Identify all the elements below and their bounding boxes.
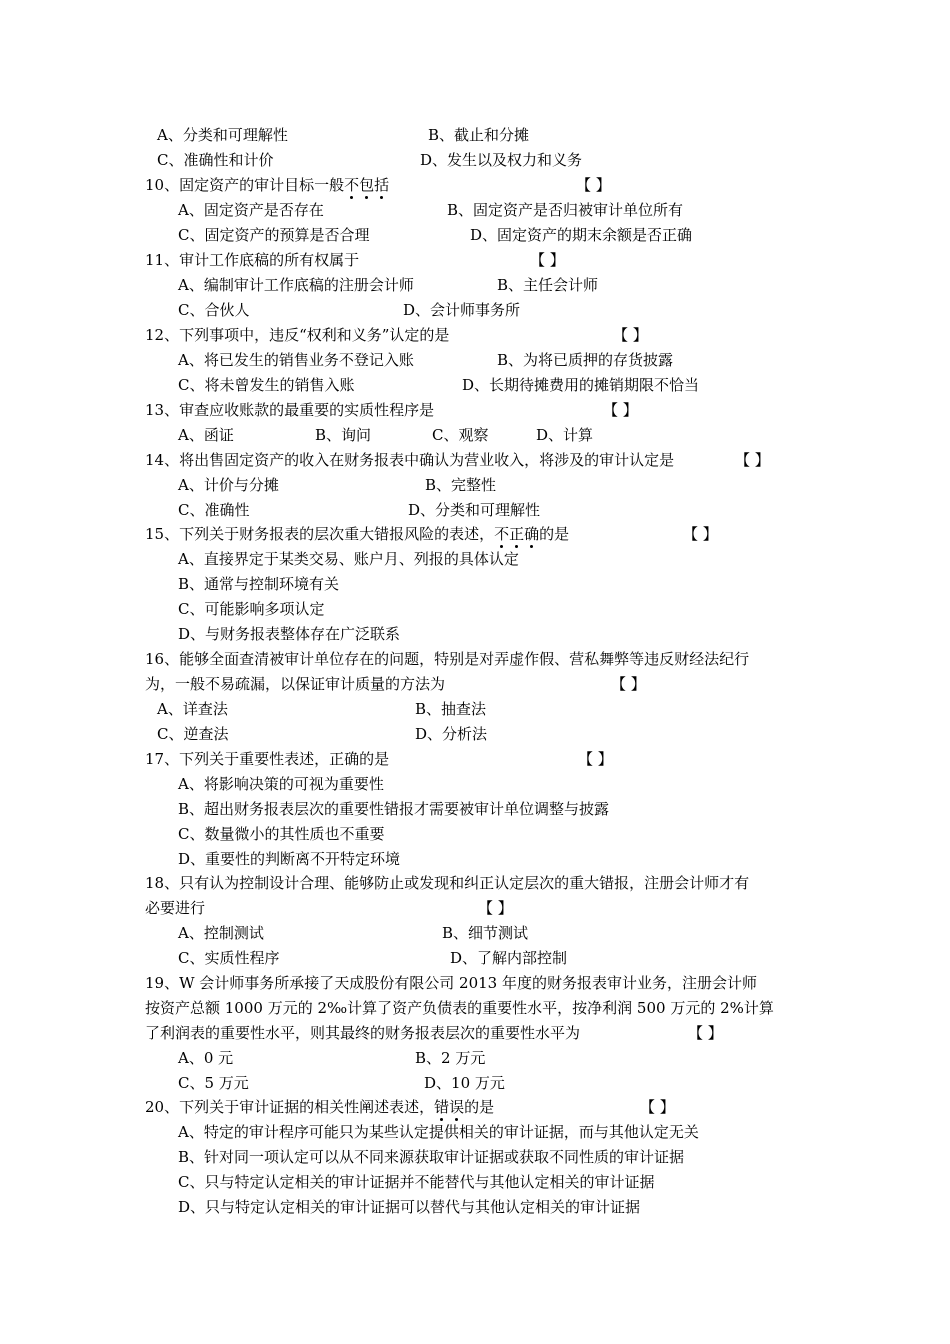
option: A、0 元 [178, 1049, 234, 1067]
emphasis-char: 括 [374, 176, 390, 194]
option: D、会计师事务所 [403, 301, 521, 319]
option: D、发生以及权力和义务 [420, 151, 583, 169]
option: B、通常与控制环境有关 [178, 575, 340, 593]
question-text: W 会计师事务所承接了天成股份有限公司 2013 年度的财务报表审计业务，注册会计师 [179, 974, 757, 992]
question-text: 了利润表的重要性水平，则其最终的财务报表层次的重要性水平为 [145, 1024, 581, 1042]
option-row [157, 125, 288, 145]
option: A、固定资产是否存在 [178, 201, 324, 219]
answer-bracket: 【 】 [603, 401, 638, 419]
option: C、实质性程序 [178, 949, 280, 967]
option: A、将影响决策的可视为重要性 [178, 775, 384, 793]
question-number: 11、 [145, 251, 180, 269]
question-12 [145, 325, 449, 345]
emphasis-char: 包 [359, 176, 375, 194]
option: B、细节测试 [442, 924, 529, 942]
option: A、详查法 [157, 700, 228, 718]
question-text: 下列事项中，违反“权利和义务”认定的是 [179, 326, 450, 344]
answer-bracket: 【 】 [611, 675, 646, 693]
option: A、直接界定于某类交易、账户月、列报的具体认定 [178, 550, 519, 568]
answer-bracket: 【 】 [530, 251, 565, 269]
option: D、与财务报表整体存在广泛联系 [178, 625, 401, 643]
option: C、准确性和计价 [157, 151, 274, 169]
option: D、只与特定认定相关的审计证据可以替代与其他认定相关的审计证据 [178, 1198, 641, 1216]
answer-bracket: 【 】 [688, 1024, 723, 1042]
option: B、主任会计师 [497, 276, 599, 294]
question-text: 将出售固定资产的收入在财务报表中确认为营业收入，将涉及的审计认定是 [179, 451, 675, 469]
option: A、计价与分摊 [178, 476, 279, 494]
question-text: 的是 [539, 525, 570, 543]
question-10 [145, 175, 389, 195]
option: B、2 万元 [415, 1049, 486, 1067]
question-text: 按资产总额 1000 万元的 2‰计算了资产负债表的重要性水平，按净利润 500 万元的 2%计算 [145, 999, 774, 1017]
option: B、针对同一项认定可以从不同来源获取审计证据或获取不同性质的审计证据 [178, 1148, 685, 1166]
question-15 [145, 524, 569, 544]
question-text: 的是 [464, 1098, 495, 1116]
option: A、分类和可理解性 [157, 126, 288, 144]
option: D、计算 [536, 426, 594, 444]
option: C、准确性 [178, 501, 250, 519]
emphasis-char: 正 [509, 525, 525, 543]
question-text: 审计工作底稿的所有权属于 [179, 251, 360, 269]
option: A、将已发生的销售业务不登记入账 [178, 351, 414, 369]
emphasis-char: 不 [344, 176, 360, 194]
answer-bracket: 【 】 [735, 451, 770, 469]
option: B、抽查法 [415, 700, 487, 718]
question-16 [145, 649, 749, 669]
option: C、固定资产的预算是否合理 [178, 226, 370, 244]
option: D、10 万元 [424, 1074, 505, 1092]
question-number: 20、 [145, 1098, 180, 1116]
option: A、编制审计工作底稿的注册会计师 [178, 276, 414, 294]
answer-bracket: 【 】 [576, 176, 611, 194]
option: B、超出财务报表层次的重要性错报才需要被审计单位调整与披露 [178, 800, 610, 818]
answer-bracket: 【 】 [578, 750, 613, 768]
option: B、完整性 [425, 476, 497, 494]
emphasis-char: 不 [494, 525, 510, 543]
question-number: 19、 [145, 974, 180, 992]
question-13 [145, 400, 434, 420]
question-number: 17、 [145, 750, 180, 768]
option: C、可能影响多项认定 [178, 600, 325, 618]
option: D、固定资产的期末余额是否正确 [470, 226, 693, 244]
option: D、分类和可理解性 [408, 501, 541, 519]
option: A、控制测试 [178, 924, 264, 942]
option: C、观察 [432, 426, 489, 444]
question-number: 12、 [145, 326, 180, 344]
emphasis-char: 错 [434, 1098, 450, 1116]
answer-bracket: 【 】 [613, 326, 648, 344]
question-14 [145, 450, 674, 470]
option: B、为将已质押的存货披露 [497, 351, 674, 369]
question-text: 审查应收账款的最重要的实质性程序是 [179, 401, 435, 419]
option: A、函证 [178, 426, 234, 444]
option: C、合伙人 [178, 301, 250, 319]
question-number: 10、 [145, 176, 180, 194]
option: C、逆查法 [157, 725, 229, 743]
question-text: 能够全面查清被审计单位存在的问题，特别是对弄虚作假、营私舞弊等违反财经法纪行 [179, 650, 750, 668]
question-20 [145, 1097, 494, 1117]
question-19 [145, 973, 757, 993]
option: D、重要性的判断离不开特定环境 [178, 850, 401, 868]
question-number: 13、 [145, 401, 180, 419]
question-number: 15、 [145, 525, 180, 543]
option: B、询问 [315, 426, 372, 444]
question-text: 下列关于财务报表的层次重大错报风险的表述， [179, 525, 495, 543]
option: D、分析法 [415, 725, 488, 743]
answer-bracket: 【 】 [640, 1098, 675, 1116]
option: C、5 万元 [178, 1074, 249, 1092]
question-18 [145, 873, 749, 893]
option: C、只与特定认定相关的审计证据并不能替代与其他认定相关的审计证据 [178, 1173, 655, 1191]
option: C、数量微小的其性质也不重要 [178, 825, 385, 843]
option: B、固定资产是否归被审计单位所有 [447, 201, 684, 219]
option: B、截止和分摊 [428, 126, 530, 144]
question-number: 18、 [145, 874, 180, 892]
option: A、特定的审计程序可能只为某些认定提供相关的审计证据，而与其他认定无关 [178, 1123, 699, 1141]
emphasis-char: 误 [449, 1098, 465, 1116]
question-11 [145, 250, 359, 270]
option: C、将未曾发生的销售入账 [178, 376, 355, 394]
option: D、长期待摊费用的摊销期限不恰当 [462, 376, 700, 394]
question-number: 16、 [145, 650, 180, 668]
question-text: 必要进行 [145, 899, 206, 917]
option: D、了解内部控制 [450, 949, 568, 967]
question-17 [145, 749, 389, 769]
question-text: 下列关于重要性表述，正确的是 [179, 750, 390, 768]
question-text: 下列关于审计证据的相关性阐述表述， [179, 1098, 435, 1116]
question-text: 固定资产的审计目标一般 [179, 176, 345, 194]
question-number: 14、 [145, 451, 180, 469]
answer-bracket: 【 】 [683, 525, 718, 543]
answer-bracket: 【 】 [478, 899, 513, 917]
emphasis-char: 确 [524, 525, 540, 543]
question-text: 只有认为控制设计合理、能够防止或发现和纠正认定层次的重大错报，注册会计师才有 [179, 874, 750, 892]
question-text: 为，一般不易疏漏，以保证审计质量的方法为 [145, 675, 446, 693]
